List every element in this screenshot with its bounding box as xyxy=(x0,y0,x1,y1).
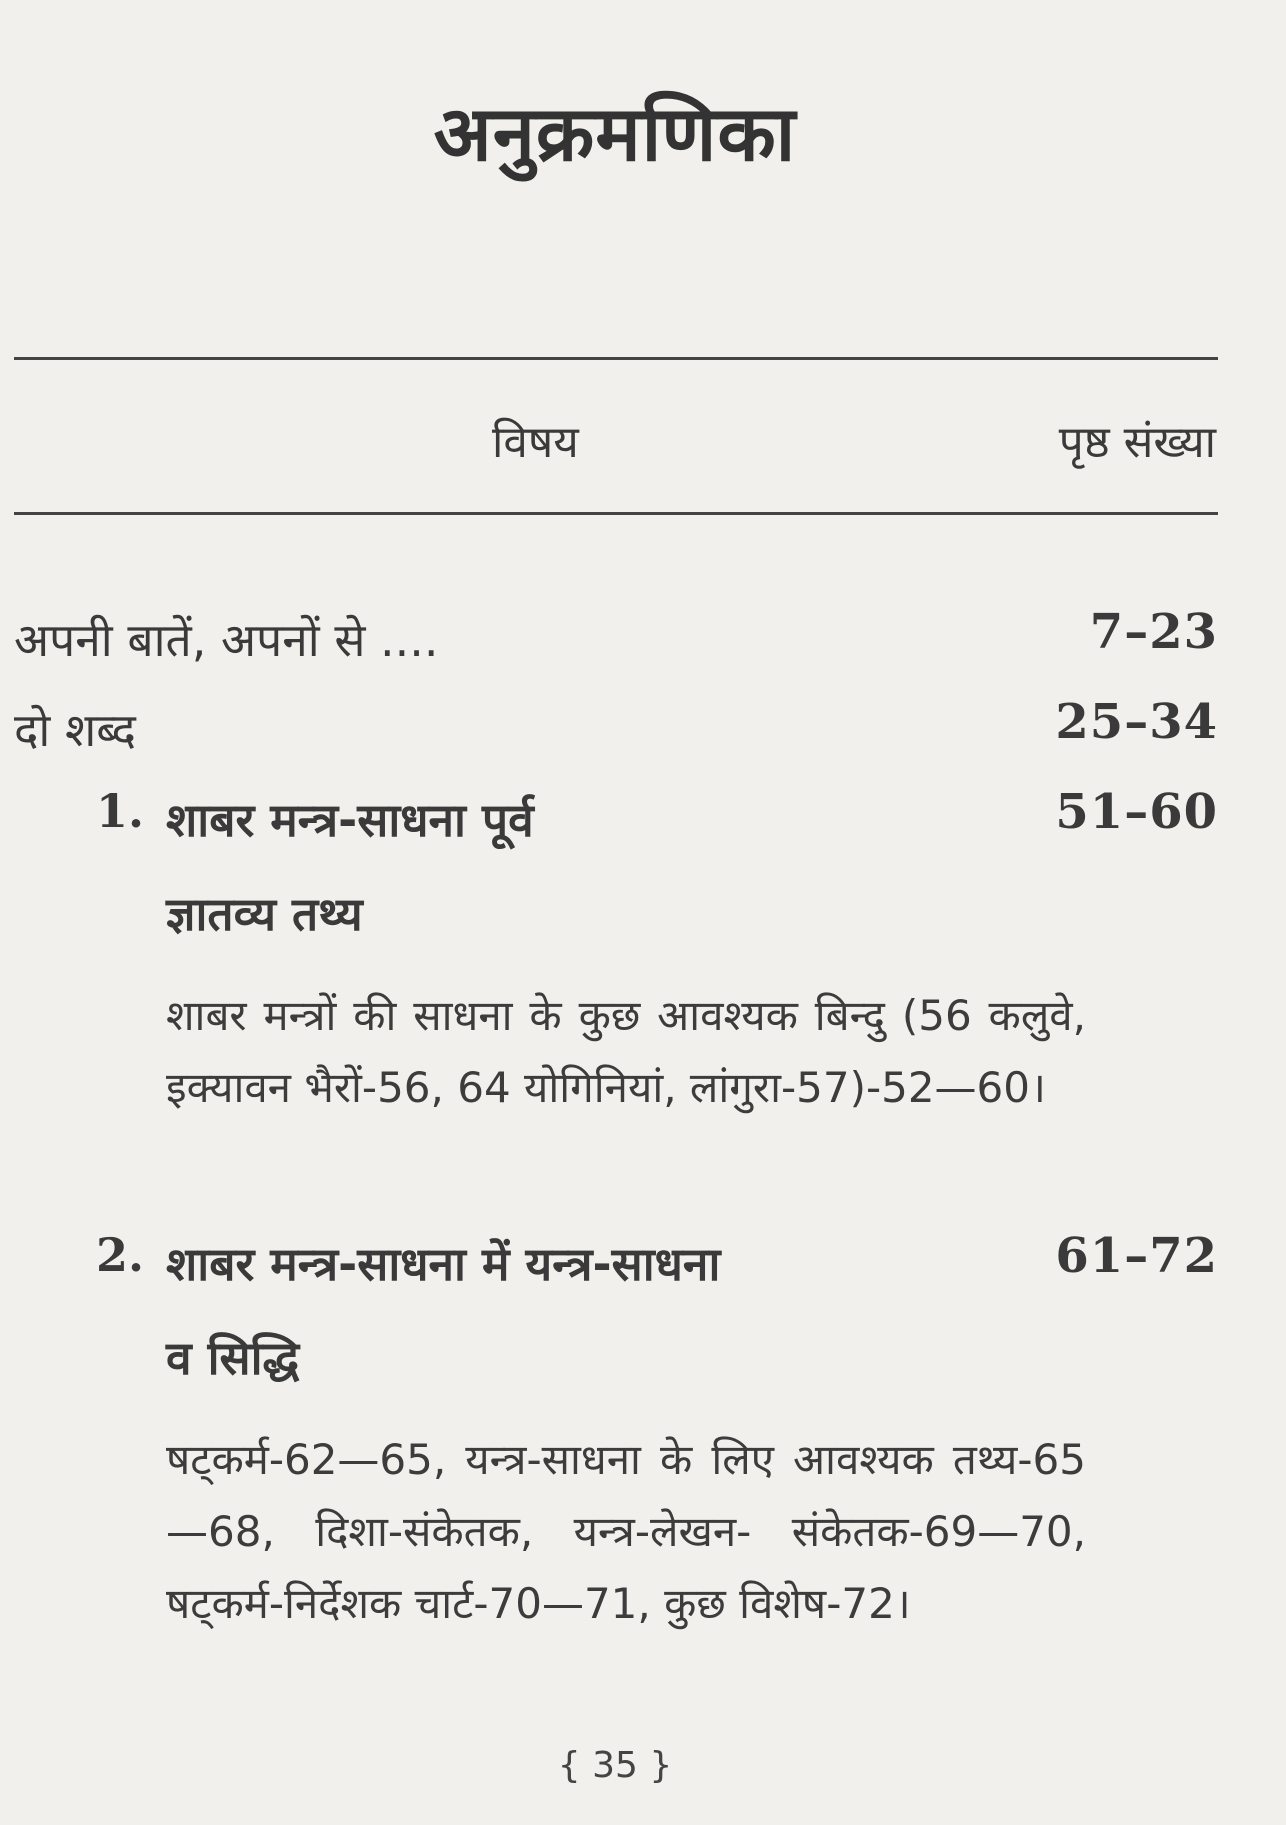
chapter-title: शाबर मन्त्र-साधना में यन्त्र-साधना xyxy=(166,1237,721,1291)
toc-entry-range: 25–34 xyxy=(1055,694,1218,750)
chapter-number: 2. xyxy=(96,1228,145,1282)
header-top-rule xyxy=(14,357,1218,360)
toc-chapter xyxy=(14,1228,1218,1312)
toc-chapter xyxy=(14,784,1218,868)
page-number: { 35 } xyxy=(557,1745,673,1786)
chapter-number: 1. xyxy=(96,784,145,838)
toc-entry-range: 7–23 xyxy=(1089,604,1218,660)
toc-entry xyxy=(14,604,1218,688)
page-title: अनुक्रमणिका xyxy=(433,89,797,178)
toc-entry xyxy=(14,694,1218,778)
chapter-title-continued: ज्ञातव्य तथ्य xyxy=(166,887,363,941)
chapter-description: षट्कर्म-62—65, यन्त्र-साधना के लिए आवश्यक तथ्य-65—68, दिशा-संकेतक, यन्त्र-लेखन- संकेतक-69—70, षट्कर्म-निर्देशक चार्ट-70—71, कुछ विशेष-72। xyxy=(166,1435,1086,1628)
column-header-pages: पृष्ठ संख्या xyxy=(1058,417,1216,468)
toc-entry-label: दो शब्द xyxy=(14,703,136,757)
toc-entry-label: अपनी बातें, अपनों से .... xyxy=(14,613,439,667)
column-header-subject: विषय xyxy=(492,417,579,468)
chapter-range: 61–72 xyxy=(1055,1228,1218,1284)
chapter-description: शाबर मन्त्रों की साधना के कुछ आवश्यक बिन्दु (56 कलुवे, इक्यावन भैरों-56, 64 योगिनियां, लांगुरा-57)-52—60। xyxy=(166,991,1086,1112)
header-bottom-rule xyxy=(14,512,1218,515)
chapter-title: शाबर मन्त्र-साधना पूर्व xyxy=(166,793,534,847)
chapter-title-continued: व सिद्धि xyxy=(166,1331,300,1385)
chapter-range: 51–60 xyxy=(1055,784,1218,840)
